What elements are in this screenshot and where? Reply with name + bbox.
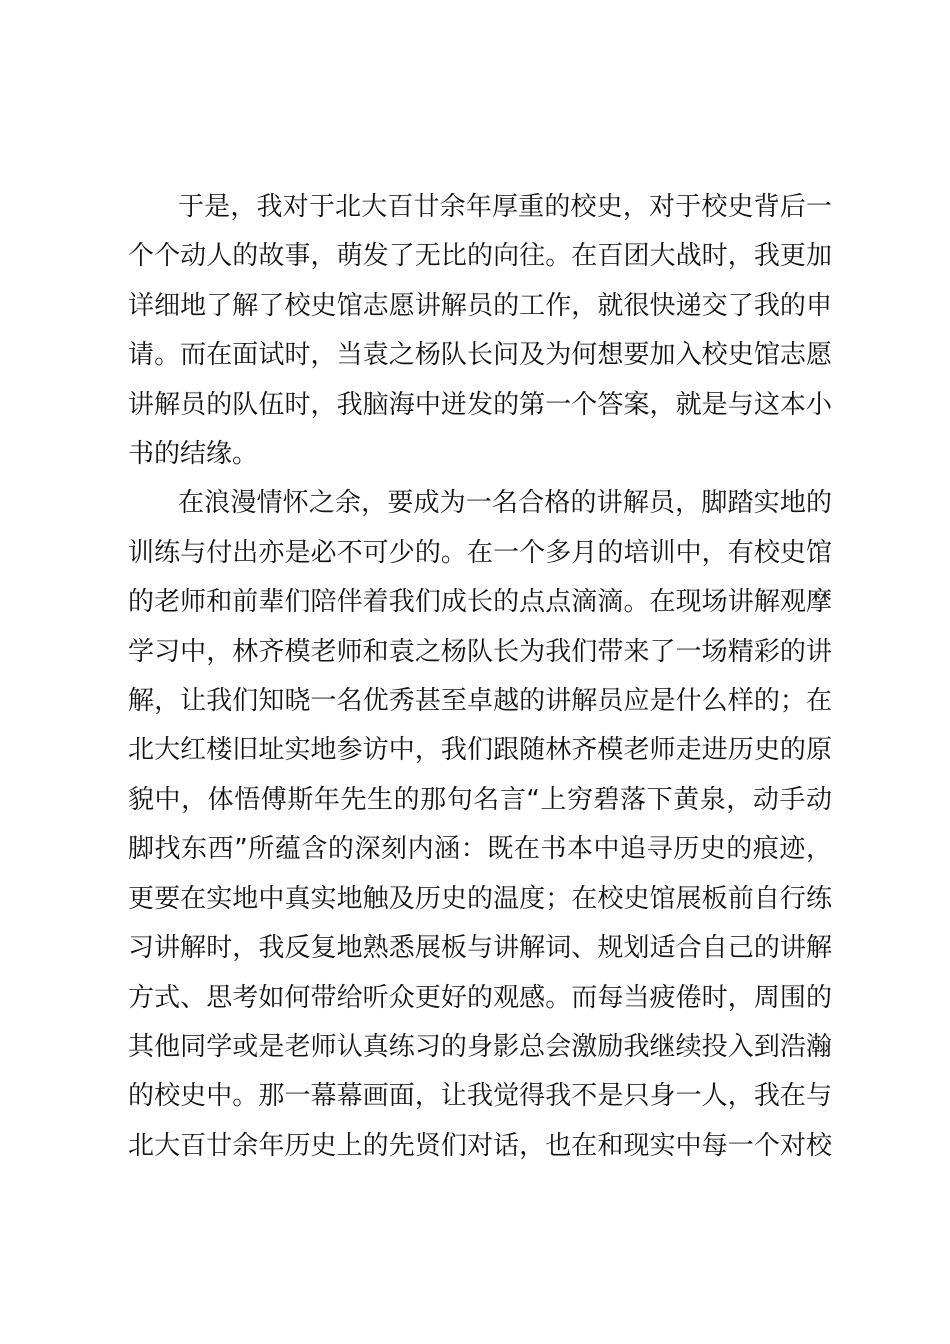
paragraph-1 <box>128 183 832 479</box>
text-line: 貌中，体悟傅斯年先生的那句名言“上穷碧落下黄泉，动手动 <box>128 784 832 815</box>
text-line: 于是，我对于北大百廿余年厚重的校史，对于校史背后一 <box>178 192 832 222</box>
text-line: 北大百廿余年历史上的先贤们对话，也在和现实中每一个对校 <box>128 1130 832 1161</box>
text-line: 个个动人的故事，萌发了无比的向往。在百团大战时，我更加 <box>128 241 832 272</box>
text-line: 方式、思考如何带给听众更好的观感。而每当疲倦时，周围的 <box>128 982 832 1013</box>
paragraph-2 <box>128 479 832 1171</box>
text-line: 的老师和前辈们陪伴着我们成长的点点滴滴。在现场讲解观摩 <box>128 587 832 618</box>
text-line: 学习中，林齐模老师和袁之杨队长为我们带来了一场精彩的讲 <box>128 636 832 667</box>
text-line: 的校史中。那一幕幕画面，让我觉得我不是只身一人，我在与 <box>128 1081 832 1112</box>
text-line: 北大红楼旧址实地参访中，我们跟随林齐模老师走进历史的原 <box>128 735 832 766</box>
text-line: 更要在实地中真实地触及历史的温度；在校史馆展板前自行练 <box>128 883 832 914</box>
text-line: 脚找东西”所蕴含的深刻内涵：既在书本中追寻历史的痕迹， <box>128 834 832 865</box>
text-line: 讲解员的队伍时，我脑海中迸发的第一个答案，就是与这本小 <box>128 389 832 420</box>
text-line: 解，让我们知晓一名优秀甚至卓越的讲解员应是什么样的；在 <box>128 686 832 717</box>
text-line: 其他同学或是老师认真练习的身影总会激励我继续投入到浩瀚 <box>128 1031 832 1062</box>
text-line: 书的结缘。 <box>128 439 259 470</box>
text-line: 训练与付出亦是必不可少的。在一个多月的培训中，有校史馆 <box>128 537 832 568</box>
document-body <box>128 183 832 1171</box>
text-line: 在浪漫情怀之余，要成为一名合格的讲解员，脚踏实地的 <box>178 488 832 519</box>
text-line: 请。而在面试时，当袁之杨队长问及为何想要加入校史馆志愿 <box>128 340 832 371</box>
text-line: 详细地了解了校史馆志愿讲解员的工作，就很快递交了我的申 <box>128 290 832 321</box>
text-line: 习讲解时，我反复地熟悉展板与讲解词、规划适合自己的讲解 <box>128 933 832 964</box>
